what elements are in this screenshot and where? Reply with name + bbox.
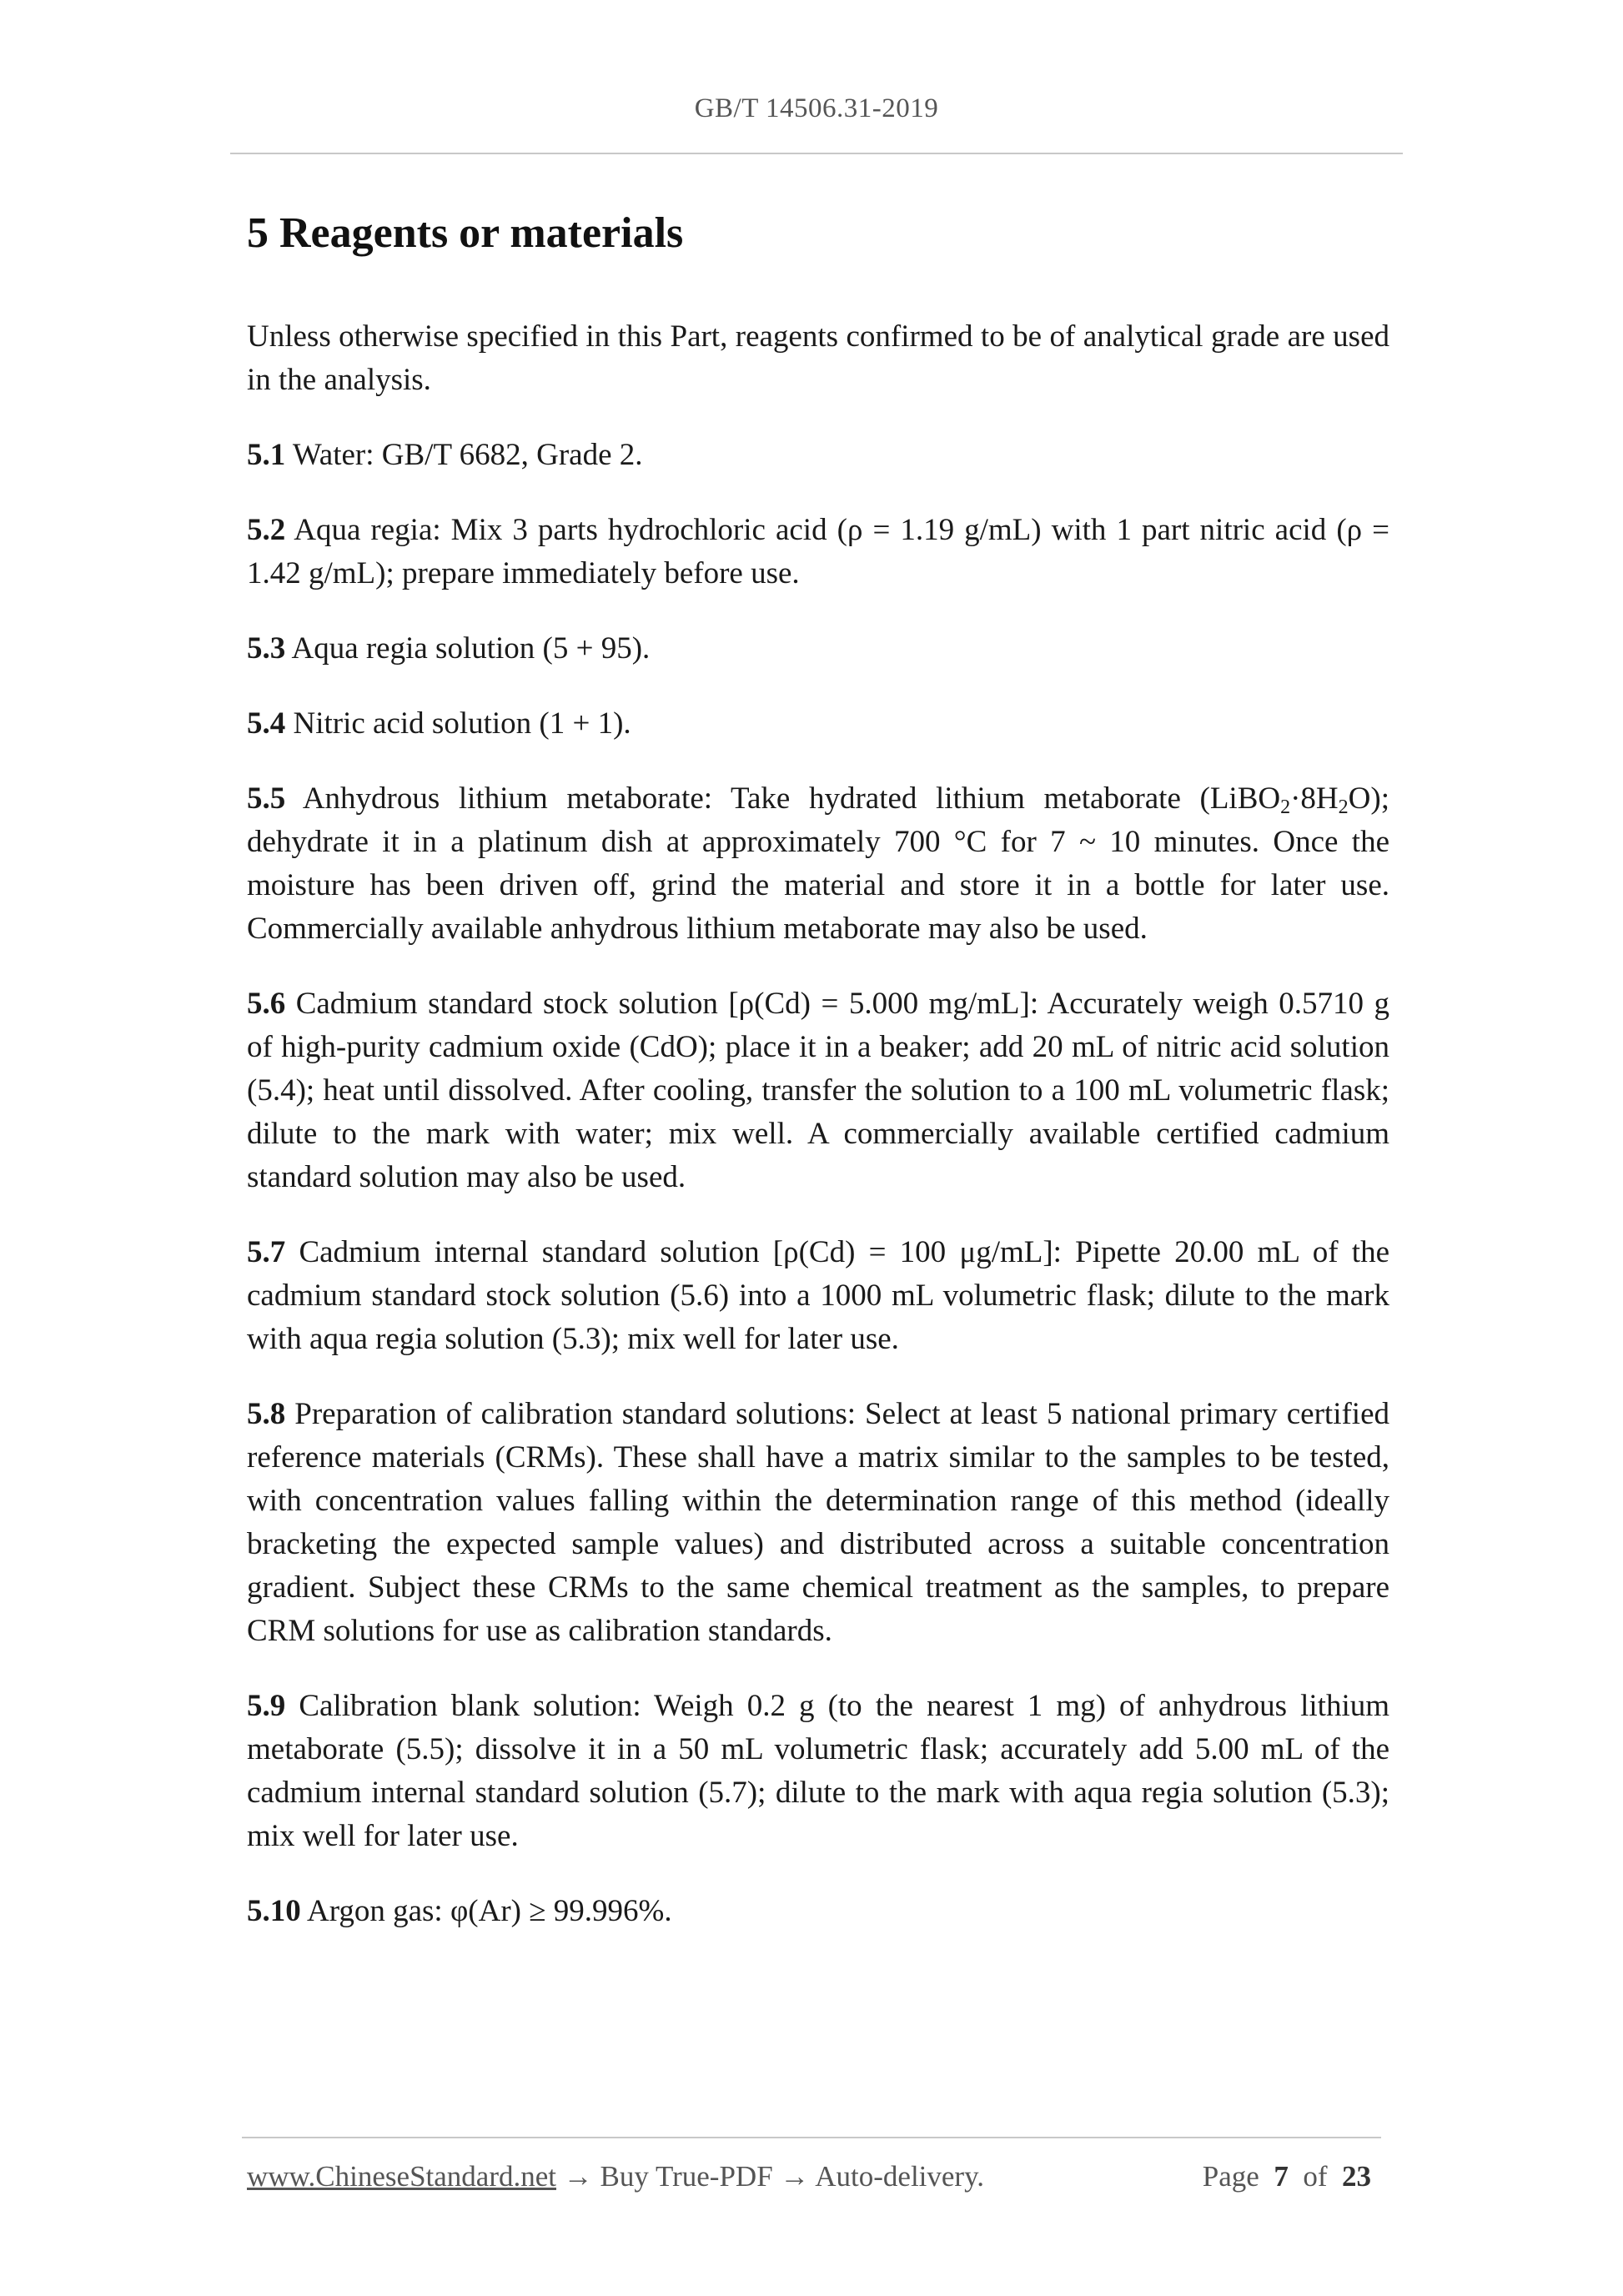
clause-text: Anhydrous lithium metaborate: Take hydrated lithium metaborate (LiBO: [302, 781, 1281, 816]
auto-delivery-text: Auto-delivery.: [815, 2160, 985, 2193]
clause-5-3: [247, 627, 1389, 671]
clause-number: 5.8: [247, 1397, 286, 1431]
clause-text: Cadmium internal standard solution [ρ(Cd) = 100 μg/mL]: Pipette 20.00 mL of the cadmium standard stock solution (5.6) into a 1000 mL volumetric flask; dilute to the mark with aqua regia solution (5.3); mix well for later use.: [247, 1235, 1389, 1356]
clause-number: 5.4: [247, 706, 286, 741]
clause-5-1: [247, 434, 1389, 477]
clause-number: 5.7: [247, 1235, 286, 1269]
clause-5-7: [247, 1231, 1389, 1361]
clause-5-8: [247, 1393, 1389, 1653]
arrow-icon: →: [556, 2160, 600, 2193]
clause-5-4: [247, 702, 1389, 746]
clause-text: ·8H: [1290, 781, 1339, 816]
clause-number: 5.6: [247, 987, 286, 1021]
clause-text: Water: GB/T 6682, Grade 2.: [292, 438, 643, 472]
clause-text: Aqua regia: Mix 3 parts hydrochloric acid (ρ = 1.19 g/mL) with 1 part nitric acid (ρ = 1.42 g/mL); prepare immediately before use.: [247, 513, 1389, 590]
subscript: 2: [1280, 796, 1291, 818]
page-current: 7: [1274, 2160, 1289, 2193]
footer-divider: [242, 2137, 1381, 2138]
clause-number: 5.5: [247, 781, 286, 816]
clause-5-5: [247, 777, 1389, 951]
footer-promo: [247, 2160, 984, 2193]
website-link[interactable]: www.ChineseStandard.net: [247, 2160, 556, 2193]
header-divider: [230, 153, 1403, 154]
clause-5-2: [247, 509, 1389, 595]
clause-text: Calibration blank solution: Weigh 0.2 g (to the nearest 1 mg) of anhydrous lithium metaborate (5.5); dissolve it in a 50 mL volumetric flask; accurately add 5.00 mL of the cadmium internal standard solution (5.7); dilute to the mark with aqua regia solution (5.3); mix well for later use.: [247, 1689, 1389, 1853]
clause-text: Cadmium standard stock solution [ρ(Cd) = 5.000 mg/mL]: Accurately weigh 0.5710 g of high-purity cadmium oxide (CdO); place it in a beaker; add 20 mL of nitric acid solution (5.4); heat until dissolved. After cooling, transfer the solution to a 100 mL volumetric flask; dilute to the mark with water; mix well. A commercially available certified cadmium standard solution may also be used.: [247, 987, 1390, 1194]
page-total: 23: [1342, 2160, 1371, 2193]
buy-pdf-text: Buy True-PDF: [600, 2160, 773, 2193]
clause-text: Nitric acid solution (1 + 1).: [293, 706, 631, 741]
section-intro: Unless otherwise specified in this Part, reagents confirmed to be of analytical grade are used in the analysis.: [247, 319, 1389, 397]
clause-5-10: [247, 1890, 1389, 1933]
page-header: GB/T 14506.31-2019: [694, 93, 939, 123]
clause-text: Preparation of calibration standard solutions: Select at least 5 national primary certified reference materials (CRMs). These shall have a matrix similar to the samples to be tested, with concentration values falling within the determination range of this method (ideally bracketing the expected sample values) and distributed across a suitable concentration gradient. Subject these CRMs to the same chemical treatment as the samples, to prepare CRM solutions for use as calibration standards.: [247, 1397, 1389, 1648]
clause-text: O); dehydrate it in a platinum dish at approximately 700 °C for 7 ~ 10 minutes. Once the moisture has been driven off, grind the material and store it in a bottle for later use. Commercially available anhydrous lithium metaborate may also be used.: [247, 781, 1389, 946]
subscript: 2: [1338, 796, 1349, 818]
clause-number: 5.2: [247, 513, 286, 547]
clause-number: 5.9: [247, 1689, 286, 1723]
clause-text: Argon gas: φ(Ar) ≥ 99.996%.: [306, 1894, 672, 1928]
page-number: [1203, 2160, 1371, 2193]
page-body: [247, 200, 1389, 1965]
clause-number: 5.10: [247, 1894, 301, 1928]
arrow-icon: →: [772, 2160, 816, 2193]
clause-5-9: [247, 1685, 1389, 1858]
page-of: of: [1303, 2160, 1328, 2193]
clause-5-6: [247, 982, 1389, 1199]
page-label: Page: [1202, 2160, 1259, 2193]
clause-text: Aqua regia solution (5 + 95).: [291, 631, 651, 666]
clause-number: 5.1: [247, 438, 286, 472]
section-title: 5 Reagents or materials: [247, 209, 684, 257]
clause-number: 5.3: [247, 631, 286, 666]
